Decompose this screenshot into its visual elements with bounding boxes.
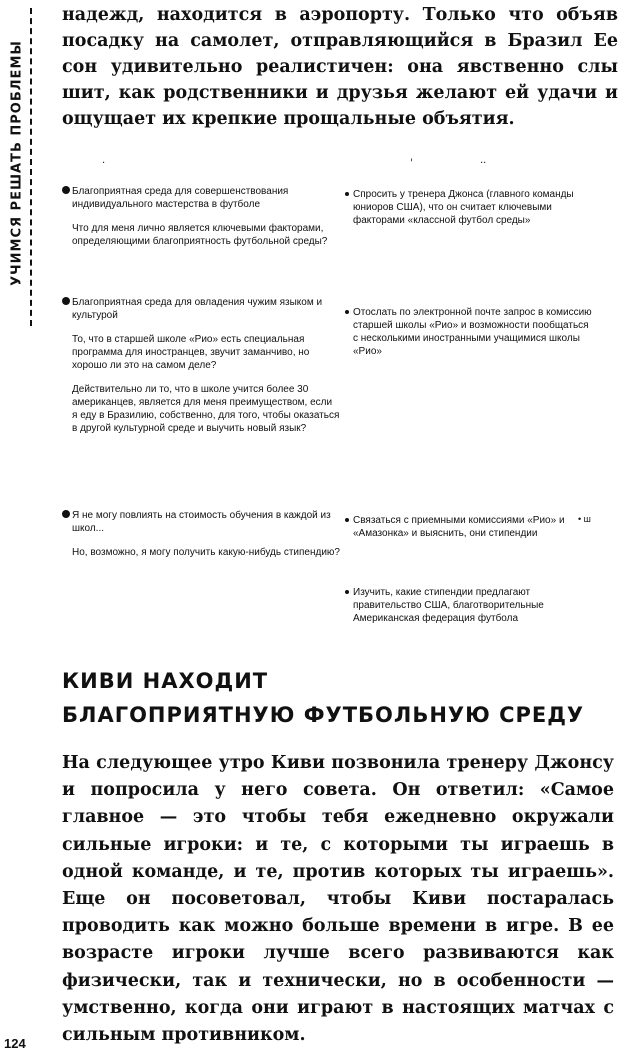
- consideration-question: Действительно ли то, что в школе учится более 30 американцев, является для меня преимуществом, если я еду в Бразилию, собственно, для того, чтобы оказаться в другой культурной среде и выучить новый язык?: [72, 384, 340, 434]
- intro-paragraph: надежд, находится в аэропорту. Только что объяв посадку на самолет, отправляющийся в Бразил Ее сон удивительно реалистичен: она явственно слы шит, как родственники и друзья желают ей удачи и ощущает их крепкие прощальные объятия.: [62, 5, 618, 129]
- running-header-text: УЧИМСЯ РЕШАТЬ ПРОБЛЕМЫ: [9, 40, 25, 286]
- action-item: [353, 514, 593, 540]
- running-header-vertical: [0, 0, 34, 326]
- consideration-title: Благоприятная среда для совершенствования индивидуального мастерства в футболе: [72, 186, 289, 210]
- bullet-icon: [62, 186, 70, 194]
- consideration-title: Благоприятная среда для овладения чужим языком и культурой: [72, 297, 323, 321]
- action-text: Спросить у тренера Джонса (главного команды юниоров США), что он считает ключевыми факторами «классной футбол среды»: [353, 189, 574, 226]
- margin-mark: • ш: [578, 514, 591, 524]
- bullet-icon: [345, 192, 349, 196]
- bullet-icon: [62, 510, 70, 518]
- bullet-icon: [345, 590, 349, 594]
- stray-mark: ··: [480, 158, 487, 169]
- consideration-item: [72, 185, 340, 259]
- action-text: Связаться с приемными комиссиями «Рио» и «Амазонка» и выяснить, они стипендии: [353, 515, 565, 539]
- action-item: [353, 188, 593, 227]
- consideration-question: То, что в старшей школе «Рио» есть специальная программа для иностранцев, звучит заманчиво, но хорошо ли это на самом деле?: [72, 334, 310, 371]
- stray-mark: ': [410, 158, 413, 169]
- side-dashed-rule: [30, 8, 32, 326]
- stray-mark: ·: [102, 158, 106, 169]
- body-paragraph: На следующее утро Киви позвонила тренеру Джонсу и попросила у него совета. Он ответил: «Самое главное — это чтобы тебя ежедневно окружали сильные игроки: и те, с которыми ты играешь в одной команде, и те, против которых ты играешь». Еще он посоветовал, чтобы Киви постаралась проводить как можно больше времени в игре. В ее возрасте игроки лучше всего развиваются как физически, так и технически, но в особенности — умственно, когда они играют в настоящих матчах с сильным противником.: [62, 753, 614, 1046]
- action-text: Изучить, какие стипендии предлагают правительство США, благотворительные Американская федерация футбола: [353, 587, 544, 624]
- consideration-title: Я не могу повлиять на стоимость обучения в каждой из школ...: [72, 510, 331, 534]
- consideration-item: [72, 296, 340, 446]
- consideration-item: [72, 509, 340, 570]
- heading-line: КИВИ НАХОДИТ: [62, 669, 269, 693]
- consideration-question: Что для меня лично является ключевыми факторами, определяющими благоприятность футбольной среды?: [72, 223, 328, 247]
- action-item: [353, 306, 593, 358]
- bullet-icon: [345, 518, 349, 522]
- page-number: 124: [4, 1036, 26, 1051]
- consideration-question: Но, возможно, я могу получить какую-нибудь стипендию?: [72, 547, 340, 558]
- heading-line: БЛАГОПРИЯТНУЮ ФУТБОЛЬНУЮ СРЕДУ: [62, 703, 585, 727]
- bullet-icon: [62, 297, 70, 305]
- section-heading: [62, 664, 618, 732]
- stray-marks: [62, 158, 582, 170]
- action-item: [353, 586, 593, 625]
- action-text: Отослать по электронной почте запрос в комиссию старшей школы «Рио» и возможности пообщаться с несколькими иностранными учащимися школы «Рио»: [353, 307, 592, 357]
- bullet-icon: [345, 310, 349, 314]
